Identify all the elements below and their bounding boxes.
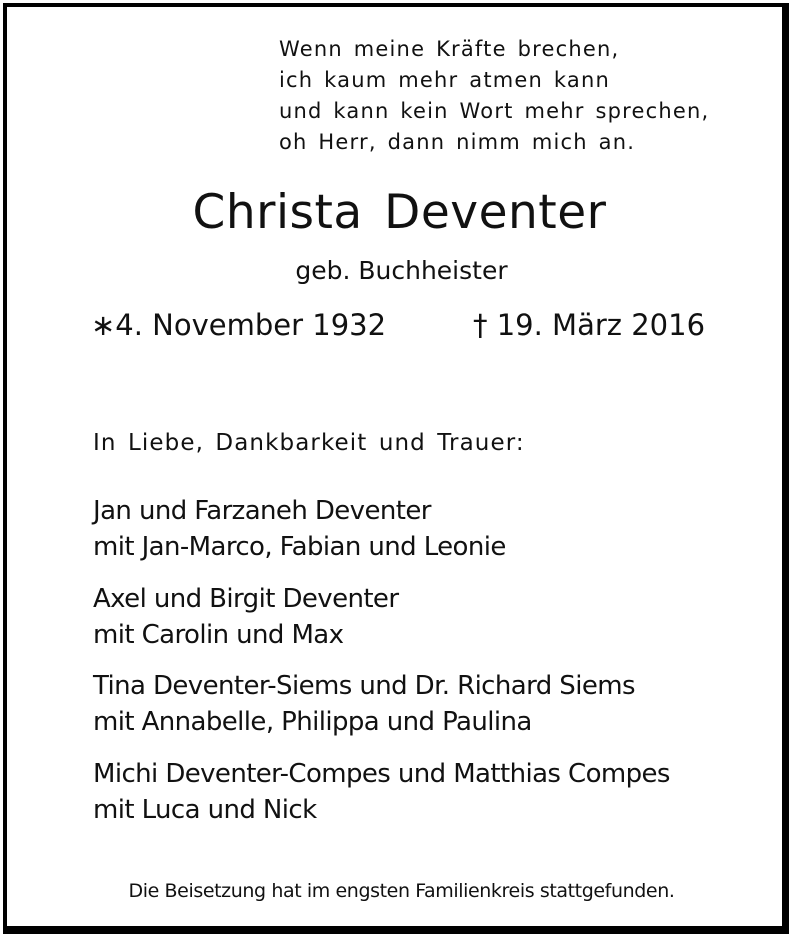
family-children: mit Carolin und Max <box>93 620 344 650</box>
family-group <box>93 756 670 828</box>
verse-line: oh Herr, dann nimm mich an. <box>279 130 636 154</box>
family-parents: Axel und Birgit Deventer <box>93 584 399 614</box>
family-group <box>93 581 398 653</box>
family-parents: Tina Deventer-Siems und Dr. Richard Siems <box>93 671 635 701</box>
family-children: mit Jan-Marco, Fabian und Leonie <box>93 532 506 562</box>
mourners-intro: In Liebe, Dankbarkeit und Trauer: <box>93 430 525 456</box>
verse-line: ich kaum mehr atmen kann <box>279 68 611 92</box>
family-group <box>93 668 635 740</box>
family-group <box>93 493 506 565</box>
family-parents: Michi Deventer-Compes und Matthias Compes <box>93 759 670 789</box>
birth-date: ∗4. November 1932 <box>91 308 387 342</box>
family-children: mit Luca und Nick <box>93 795 317 825</box>
verse-line: Wenn meine Kräfte brechen, <box>279 37 620 61</box>
burial-note: Die Beisetzung hat im engsten Familienkreis stattgefunden. <box>128 880 675 902</box>
obituary-notice <box>3 3 789 934</box>
death-date: † 19. März 2016 <box>473 308 706 342</box>
maiden-name: geb. Buchheister <box>295 256 508 285</box>
deceased-name: Christa Deventer <box>192 185 607 240</box>
verse-line: und kann kein Wort mehr sprechen, <box>279 99 710 123</box>
family-children: mit Annabelle, Philippa und Paulina <box>93 707 532 737</box>
verse <box>279 34 709 158</box>
family-parents: Jan und Farzaneh Deventer <box>93 496 431 526</box>
